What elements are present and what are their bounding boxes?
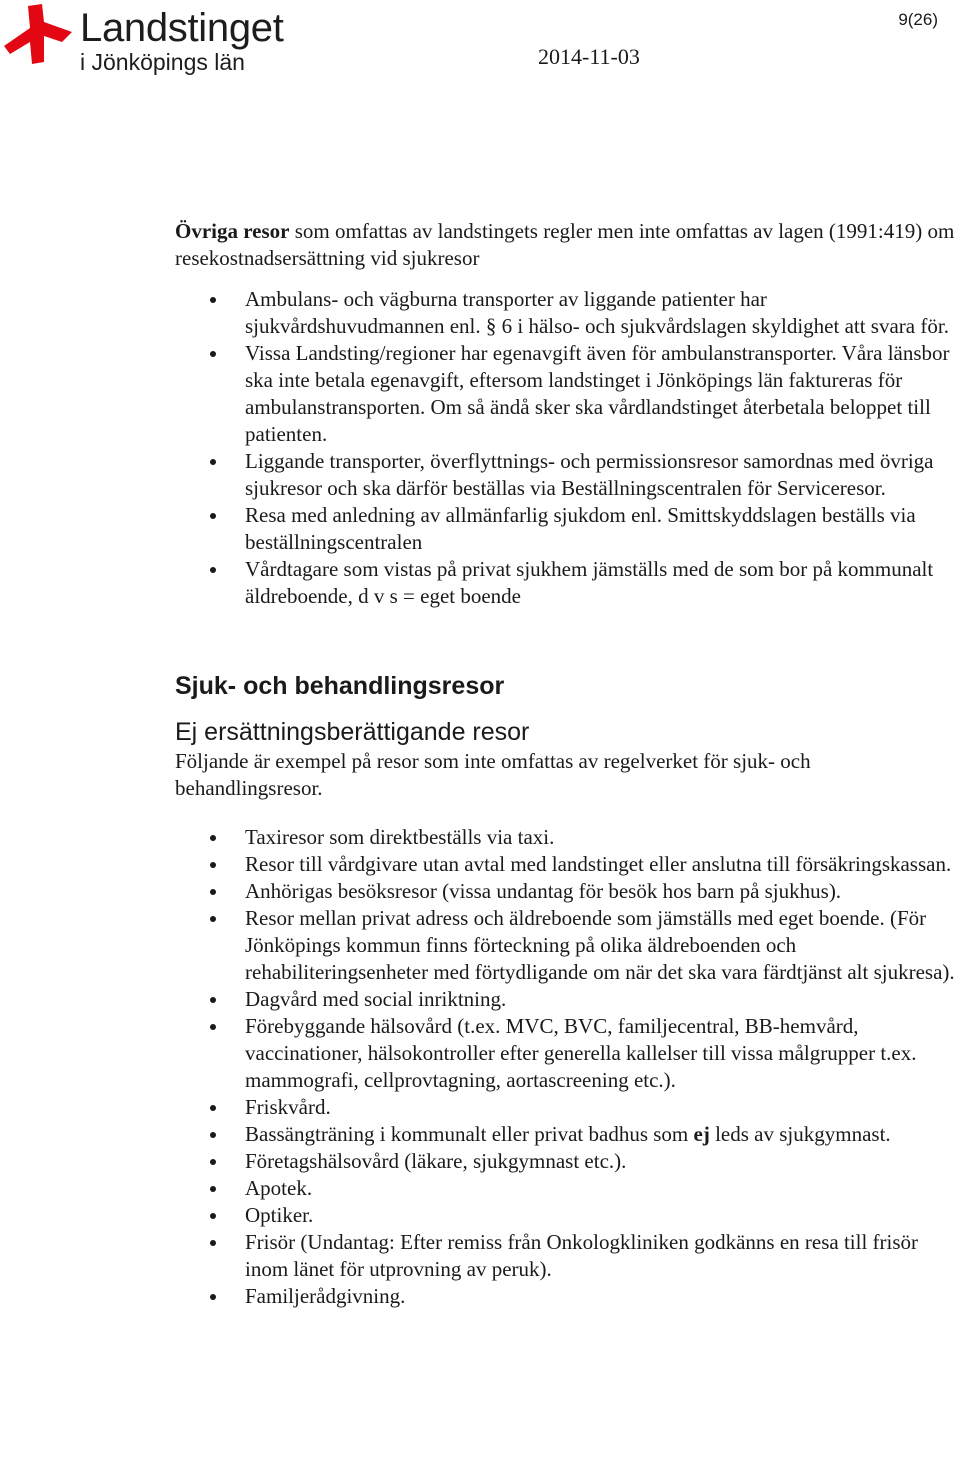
list-item: Liggande transporter, överflyttnings- och permissionsresor samordnas med övriga sjukresor och ska därför beställas via Beställningscentralen för Serviceresor. [175,448,960,502]
list-item: Taxiresor som direktbeställs via taxi. [175,824,960,851]
landstinget-logo [0,0,320,80]
section1-intro-text: som omfattas av landstingets regler men inte omfattas av lagen (1991:419) om resekostnadsersättning vid sjukresor [175,219,955,270]
list-item: Förebyggande hälsovård (t.ex. MVC, BVC, familjecentral, BB-hemvård, vaccinationer, hälsokontroller efter generella kallelser till vissa målgrupper t.ex. mammografi, cellprovtagning, aortascreening etc.). [175,1013,960,1094]
cross-logo-icon [0,2,76,66]
brand-region: i Jönköpings län [80,49,245,75]
list-item: Resor till vårdgivare utan avtal med landstinget eller anslutna till försäkringskassan. [175,851,960,878]
section2-list [175,824,960,1310]
document-body [175,218,960,1310]
section-subheading: Ej ersättningsberättigande resor [175,718,530,746]
list-item: Optiker. [175,1202,960,1229]
section1-intro-bold: Övriga resor [175,219,290,243]
list-item-text: Bassängträning i kommunalt eller privat badhus som [245,1122,694,1146]
list-item: Anhörigas besöksresor (vissa undantag för besök hos barn på sjukhus). [175,878,960,905]
list-item [175,1121,960,1148]
list-item: Företagshälsovård (läkare, sjukgymnast etc.). [175,1148,960,1175]
section1-intro [175,218,960,272]
list-item-emphasis: ej [693,1122,710,1146]
list-item: Vårdtagare som vistas på privat sjukhem jämställs med de som bor på kommunalt äldreboende, d v s = eget boende [175,556,960,610]
section1-list [175,286,960,610]
list-item: Resa med anledning av allmänfarlig sjukdom enl. Smittskyddslagen beställs via beställningscentralen [175,502,960,556]
section2-intro: Följande är exempel på resor som inte omfattas av regelverket för sjuk- och behandlingsresor. [175,749,811,800]
list-item: Resor mellan privat adress och äldreboende som jämställs med eget boende. (För Jönköpings kommun finns förteckning på olika äldreboenden och rehabiliteringsenheter med förtydligande om när det ska vara färdtjänst alt sjukresa). [175,905,960,986]
section-heading: Sjuk- och behandlingsresor [175,672,505,700]
brand-name: Landstinget [80,6,284,50]
list-item: Familjerådgivning. [175,1283,960,1310]
list-item: Vissa Landsting/regioner har egenavgift även för ambulanstransporter. Våra länsbor ska inte betala egenavgift, eftersom landstinget i Jönköpings län faktureras för ambulanstransporten. Om så ändå sker ska vårdlandstinget återbetala beloppet till patienten. [175,340,960,448]
list-item: Dagvård med social inriktning. [175,986,960,1013]
list-item: Apotek. [175,1175,960,1202]
list-item: Ambulans- och vägburna transporter av liggande patienter har sjukvårdshuvudmannen enl. § 6 i hälso- och sjukvårdslagen skyldighet att svara för. [175,286,960,340]
list-item: Frisör (Undantag: Efter remiss från Onkologkliniken godkänns en resa till frisör inom länet för utprovning av peruk). [175,1229,960,1283]
page-number: 9(26) [898,10,938,29]
list-item: Friskvård. [175,1094,960,1121]
list-item-text: leds av sjukgymnast. [709,1122,891,1146]
document-date: 2014-11-03 [538,44,640,69]
